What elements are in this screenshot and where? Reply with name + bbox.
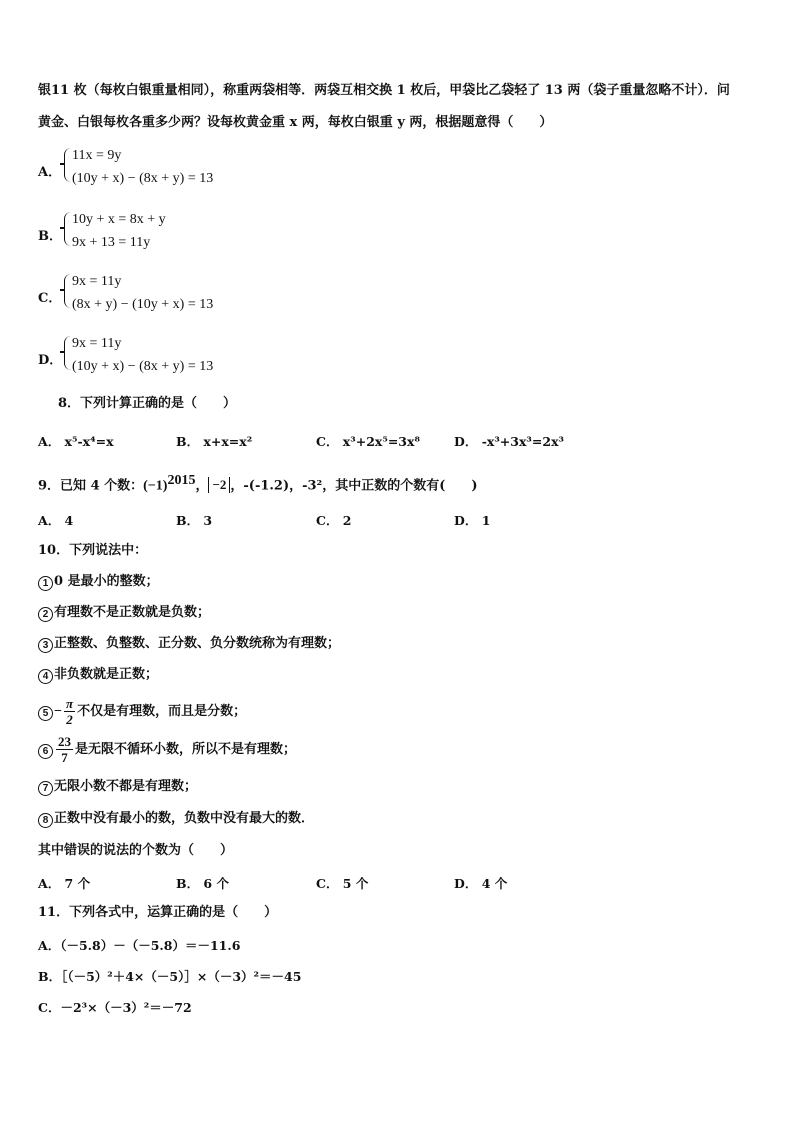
q7-option-a-label: A． bbox=[38, 165, 62, 180]
q10-statement-4: 4 非负数就是正数； bbox=[38, 666, 158, 684]
q10-option-b: B． 6 个 bbox=[176, 876, 229, 891]
q7-option-d-label: D． bbox=[38, 353, 63, 368]
q11-stem: 11．下列各式中，运算正确的是（ ） bbox=[38, 905, 278, 920]
q7-option-b-label: B． bbox=[38, 229, 62, 244]
q10-option-d: D． 4 个 bbox=[454, 876, 508, 891]
q9-option-b: B． 3 bbox=[176, 513, 213, 528]
q9-option-a: A． 4 bbox=[38, 513, 74, 528]
q9-rest: ，-(-1.2)，-3²，其中正数的个数有( ) bbox=[230, 478, 478, 494]
q11-option-a: A．（－5.8）－（－5.8）＝－11.6 bbox=[38, 938, 241, 953]
q10-option-c: C． 5 个 bbox=[316, 876, 369, 891]
q10-option-a: A． 7 个 bbox=[38, 876, 91, 891]
q9-number-1: (−1) bbox=[143, 478, 168, 494]
q11-option-c: C．－2³×（－3）²＝－72 bbox=[38, 1000, 192, 1015]
q8-option-b: B． x+x=x² bbox=[176, 434, 253, 449]
q10-statement-3: 3 正整数、负整数、正分数、负分数统称为有理数； bbox=[38, 635, 340, 653]
q7-option-a-eq1: 11x = 9y bbox=[72, 148, 122, 163]
q10-statement-8: 8 正数中没有最小的数，负数中没有最大的数． bbox=[38, 810, 314, 828]
q7-stem-line1: 银11 枚（每枚白银重量相同），称重两袋相等．两袋互相交换 1 枚后，甲袋比乙袋轻了 13 两（袋子重量忽略不计）．问 bbox=[38, 83, 730, 98]
q10-stem: 10．下列说法中： bbox=[38, 543, 148, 558]
q9-prefix: 9．已知 4 个数： bbox=[38, 478, 144, 494]
q9-number-2: −2 bbox=[208, 477, 230, 493]
q7-option-a-eq2: (10y + x) − (8x + y) = 13 bbox=[72, 171, 214, 186]
q8-option-a: A． x⁵-x⁴=x bbox=[38, 434, 114, 449]
q10-statement-2: 2 有理数不是正数就是负数； bbox=[38, 604, 210, 622]
q7-option-c-label: C． bbox=[38, 291, 62, 306]
q10-statement-1: 1 0 是最小的整数； bbox=[38, 573, 159, 591]
q9-number-1-exponent: 2015 bbox=[167, 473, 196, 488]
q9-option-d: D． 1 bbox=[454, 513, 491, 528]
q9-stem: 9．已知 4 个数：$(-1)^{2015}$， −2 ，-(-1.2)，-3²，其中正数的个数有( ) bbox=[38, 473, 478, 494]
q7-option-b-eq1: 10y + x = 8x + y bbox=[72, 212, 166, 227]
q7-option-d-eq1: 9x = 11y bbox=[72, 336, 122, 351]
q10-statement-5: 5 − $\frac{\pi}{2}$ 不仅是有理数，而且是分数； bbox=[38, 696, 246, 727]
q7-option-c-eq1: 9x = 11y bbox=[72, 274, 122, 289]
q10-question: 其中错误的说法的个数为（ ） bbox=[38, 843, 234, 858]
q9-option-c: C． 2 bbox=[316, 513, 352, 528]
q8-stem: 8．下列计算正确的是（ ） bbox=[58, 396, 237, 411]
q7-option-b-eq2: 9x + 13 = 11y bbox=[72, 235, 151, 250]
q8-option-c: C． x³+2x⁵=3x⁸ bbox=[316, 434, 420, 449]
q10-statement-6: 6 $\frac{23}{7}$ 是无限不循环小数，所以不是有理数； bbox=[38, 734, 296, 765]
q10-statement-7: 7 无限小数不都是有理数； bbox=[38, 778, 197, 796]
q11-option-b: B．［（－5）²＋4×（－5）］×（－3）²＝－45 bbox=[38, 969, 302, 984]
q7-option-c-eq2: (8x + y) − (10y + x) = 13 bbox=[72, 297, 214, 312]
q7-stem-line2: 黄金、白银每枚各重多少两？设每枚黄金重 x 两，每枚白银重 y 两，根据题意得（ ） bbox=[38, 115, 553, 130]
q7-option-d-eq2: (10y + x) − (8x + y) = 13 bbox=[72, 359, 214, 374]
q8-option-d: D． -x³+3x³=2x³ bbox=[454, 434, 565, 449]
